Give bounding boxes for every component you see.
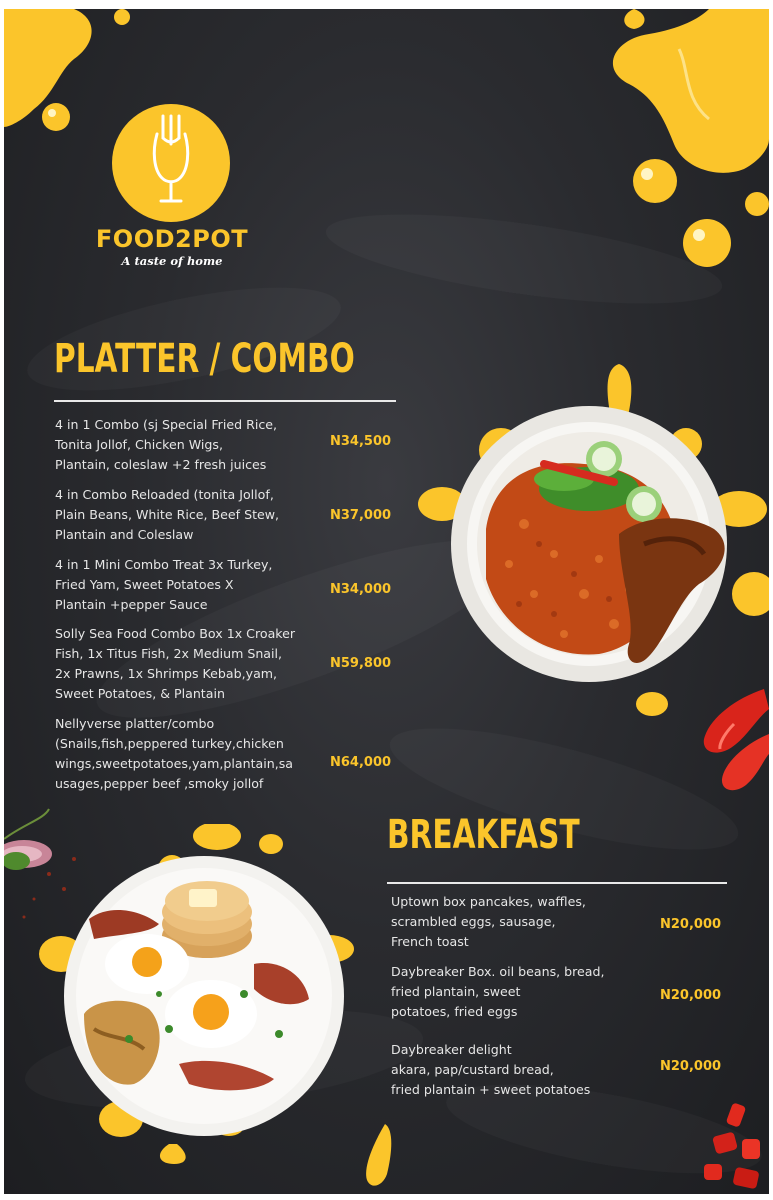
menu-item-price: N20,000 <box>660 988 722 1003</box>
menu-item-price: N64,000 <box>330 755 392 770</box>
menu-item-name: Uptown box pancakes, waffles, scrambled eggs, sausage, French toast <box>391 894 586 949</box>
menu-item-price: N34,500 <box>330 434 392 449</box>
menu-item-name: Nellyverse platter/combo (Snails,fish,peppered turkey,chicken wings,sweetpotatoes,yam,plantain,sa usages,pepper beef ,smoky jollof <box>55 716 293 791</box>
menu-item-price: N20,000 <box>660 1059 722 1074</box>
menu-item-name: 4 in 1 Mini Combo Treat 3x Turkey, Fried Yam, Sweet Potatoes X Plantain +pepper Sauce <box>55 557 273 612</box>
section-title-platter: PLATTER / COMBO <box>54 336 355 382</box>
menu-item-price: N34,000 <box>330 582 392 597</box>
red-pepper-decor-bottom <box>694 1094 769 1194</box>
menu-item-name: Solly Sea Food Combo Box 1x Croaker Fish, 1x Titus Fish, 2x Medium Snail, 2x Prawns, 1x Shrimps Kebab,yam, Sweet Potatoes, & Plantain <box>55 626 296 701</box>
brand-name: FOOD2POT <box>95 225 249 253</box>
menu-item-name: 4 in 1 Combo (sj Special Fried Rice, Tonita Jollof, Chicken Wigs, Plantain, coleslaw +2 fresh juices <box>55 417 278 472</box>
menu-item-price: N20,000 <box>660 917 722 932</box>
paint-splash-bottom <box>349 1124 409 1194</box>
menu-item-name: 4 in Combo Reloaded (tonita Jollof, Plain Beans, White Rice, Beef Stew, Plantain and Coleslaw <box>55 487 280 542</box>
section-divider-breakfast <box>387 882 727 884</box>
red-pepper-decor-right <box>694 679 769 799</box>
menu-item-name: Daybreaker Box. oil beans, bread, fried plantain, sweet potatoes, fried eggs <box>391 964 605 1019</box>
pancakes-eggs-bacon-plate <box>39 824 369 1164</box>
section-title-breakfast: BREAKFAST <box>387 812 580 858</box>
menu-item-price: N59,800 <box>330 656 392 671</box>
fork-glass-icon <box>112 104 230 222</box>
menu-item-name: Daybreaker delight akara, pap/custard bread, fried plantain + sweet potatoes <box>391 1042 591 1097</box>
jollof-rice-chicken-plate <box>414 354 769 724</box>
menu-page <box>4 9 769 1194</box>
section-divider-platter <box>54 400 396 402</box>
paint-splash-top-right <box>559 9 769 279</box>
logo-badge <box>112 104 230 222</box>
menu-item-price: N37,000 <box>330 508 392 523</box>
brand-tagline: A taste of home <box>121 254 223 268</box>
